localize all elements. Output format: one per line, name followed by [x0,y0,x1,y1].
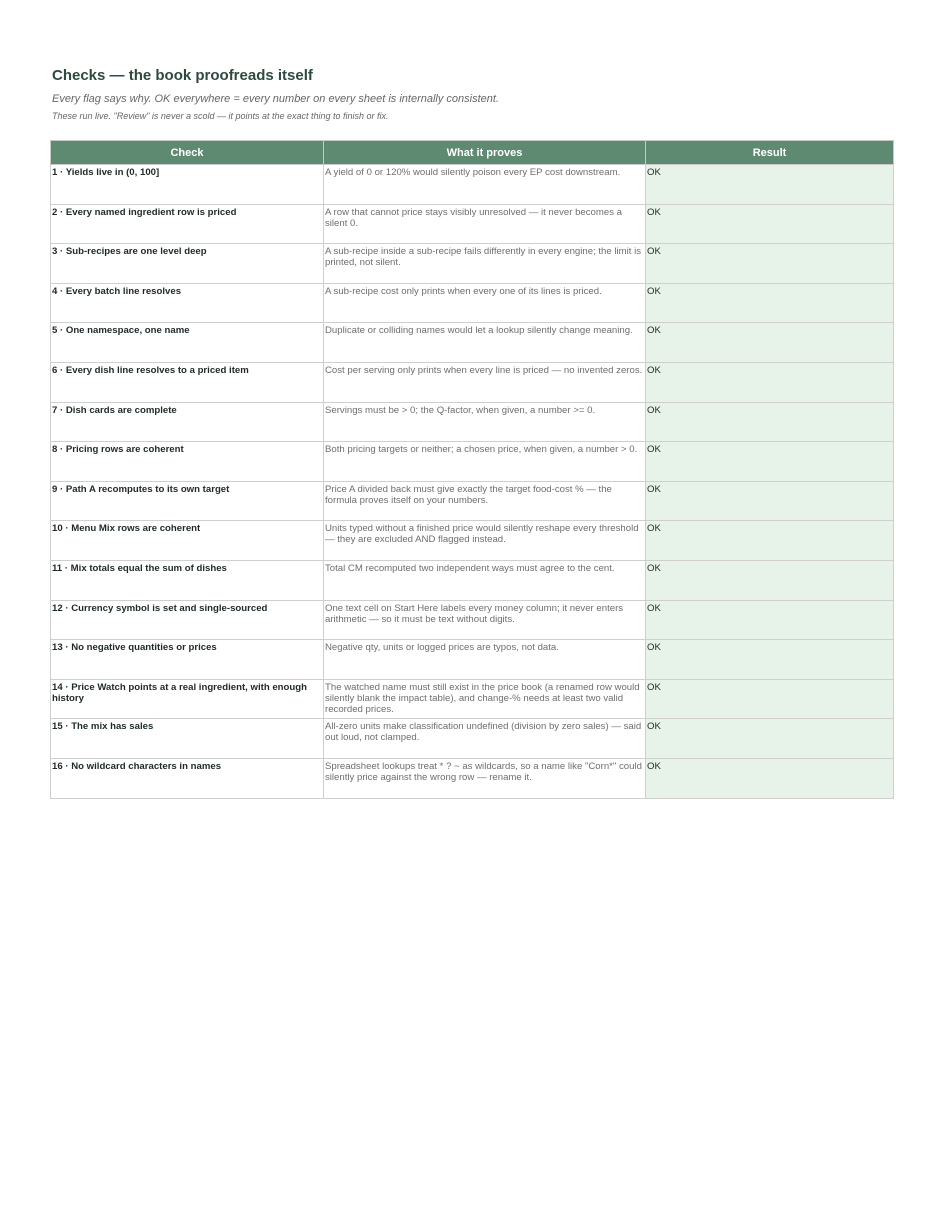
table-header-row [51,141,894,165]
result-cell: OK [646,481,894,521]
table-row [51,719,894,759]
result-cell: OK [646,679,894,719]
check-name-cell: 2 · Every named ingredient row is priced [51,204,324,244]
check-name-cell: 13 · No negative quantities or prices [51,640,324,680]
table-row [51,600,894,640]
check-name-cell: 16 · No wildcard characters in names [51,758,324,798]
result-cell: OK [646,600,894,640]
check-name-cell: 8 · Pricing rows are coherent [51,442,324,482]
result-cell: OK [646,283,894,323]
result-cell: OK [646,362,894,402]
result-cell: OK [646,204,894,244]
what-it-proves-cell: Units typed without a finished price would silently reshape every threshold — they are excluded AND flagged instead. [324,521,646,561]
check-name-cell: 10 · Menu Mix rows are coherent [51,521,324,561]
result-cell: OK [646,442,894,482]
result-cell: OK [646,521,894,561]
result-cell: OK [646,719,894,759]
table-row [51,402,894,442]
check-name-cell: 15 · The mix has sales [51,719,324,759]
table-row [51,283,894,323]
table-row [51,521,894,561]
table-row [51,481,894,521]
column-header-check: Check [51,141,324,165]
column-header-what-it-proves: What it proves [324,141,646,165]
column-header-result: Result [646,141,894,165]
check-name-cell: 4 · Every batch line resolves [51,283,324,323]
what-it-proves-cell: Duplicate or colliding names would let a lookup silently change meaning. [324,323,646,363]
what-it-proves-cell: Spreadsheet lookups treat * ? ~ as wildcards, so a name like "Corn*" could silently price against the wrong row — rename it. [324,758,646,798]
check-name-cell: 14 · Price Watch points at a real ingredient, with enough history [51,679,324,719]
what-it-proves-cell: Negative qty, units or logged prices are typos, not data. [324,640,646,680]
table-row [51,362,894,402]
table-row [51,244,894,284]
what-it-proves-cell: Both pricing targets or neither; a chosen price, when given, a number > 0. [324,442,646,482]
what-it-proves-cell: The watched name must still exist in the price book (a renamed row would silently blank the impact table), and change-% needs at least two valid recorded prices. [324,679,646,719]
page-title: Checks — the book proofreads itself [52,67,313,84]
what-it-proves-cell: One text cell on Start Here labels every money column; it never enters arithmetic — so it must be text without digits. [324,600,646,640]
table-row [51,640,894,680]
check-name-cell: 5 · One namespace, one name [51,323,324,363]
check-name-cell: 12 · Currency symbol is set and single-sourced [51,600,324,640]
page-subtitle: Every flag says why. OK everywhere = every number on every sheet is internally consistent. [52,93,500,105]
what-it-proves-cell: Cost per serving only prints when every line is priced — no invented zeros. [324,362,646,402]
table-row [51,679,894,719]
result-cell: OK [646,640,894,680]
what-it-proves-cell: A yield of 0 or 120% would silently poison every EP cost downstream. [324,165,646,205]
check-name-cell: 6 · Every dish line resolves to a priced item [51,362,324,402]
what-it-proves-cell: Price A divided back must give exactly the target food-cost % — the formula proves itself on your numbers. [324,481,646,521]
result-cell: OK [646,244,894,284]
table-row [51,323,894,363]
result-cell: OK [646,560,894,600]
check-name-cell: 11 · Mix totals equal the sum of dishes [51,560,324,600]
what-it-proves-cell: A sub-recipe inside a sub-recipe fails differently in every engine; the limit is printed, not silent. [324,244,646,284]
table-row [51,560,894,600]
what-it-proves-cell: A sub-recipe cost only prints when every one of its lines is priced. [324,283,646,323]
result-cell: OK [646,165,894,205]
result-cell: OK [646,402,894,442]
what-it-proves-cell: All-zero units make classification undefined (division by zero sales) — said out loud, not clamped. [324,719,646,759]
table-row [51,204,894,244]
checks-table [50,140,894,799]
check-name-cell: 3 · Sub-recipes are one level deep [51,244,324,284]
check-name-cell: 7 · Dish cards are complete [51,402,324,442]
check-name-cell: 9 · Path A recomputes to its own target [51,481,324,521]
what-it-proves-cell: Total CM recomputed two independent ways must agree to the cent. [324,560,646,600]
checks-table-body [51,165,894,799]
result-cell: OK [646,323,894,363]
table-row [51,165,894,205]
table-row [51,758,894,798]
check-name-cell: 1 · Yields live in (0, 100] [51,165,324,205]
result-cell: OK [646,758,894,798]
what-it-proves-cell: Servings must be > 0; the Q-factor, when given, a number >= 0. [324,402,646,442]
table-row [51,442,894,482]
what-it-proves-cell: A row that cannot price stays visibly unresolved — it never becomes a silent 0. [324,204,646,244]
page-note: These run live. "Review" is never a scold — it points at the exact thing to finish or fix. [52,111,389,121]
